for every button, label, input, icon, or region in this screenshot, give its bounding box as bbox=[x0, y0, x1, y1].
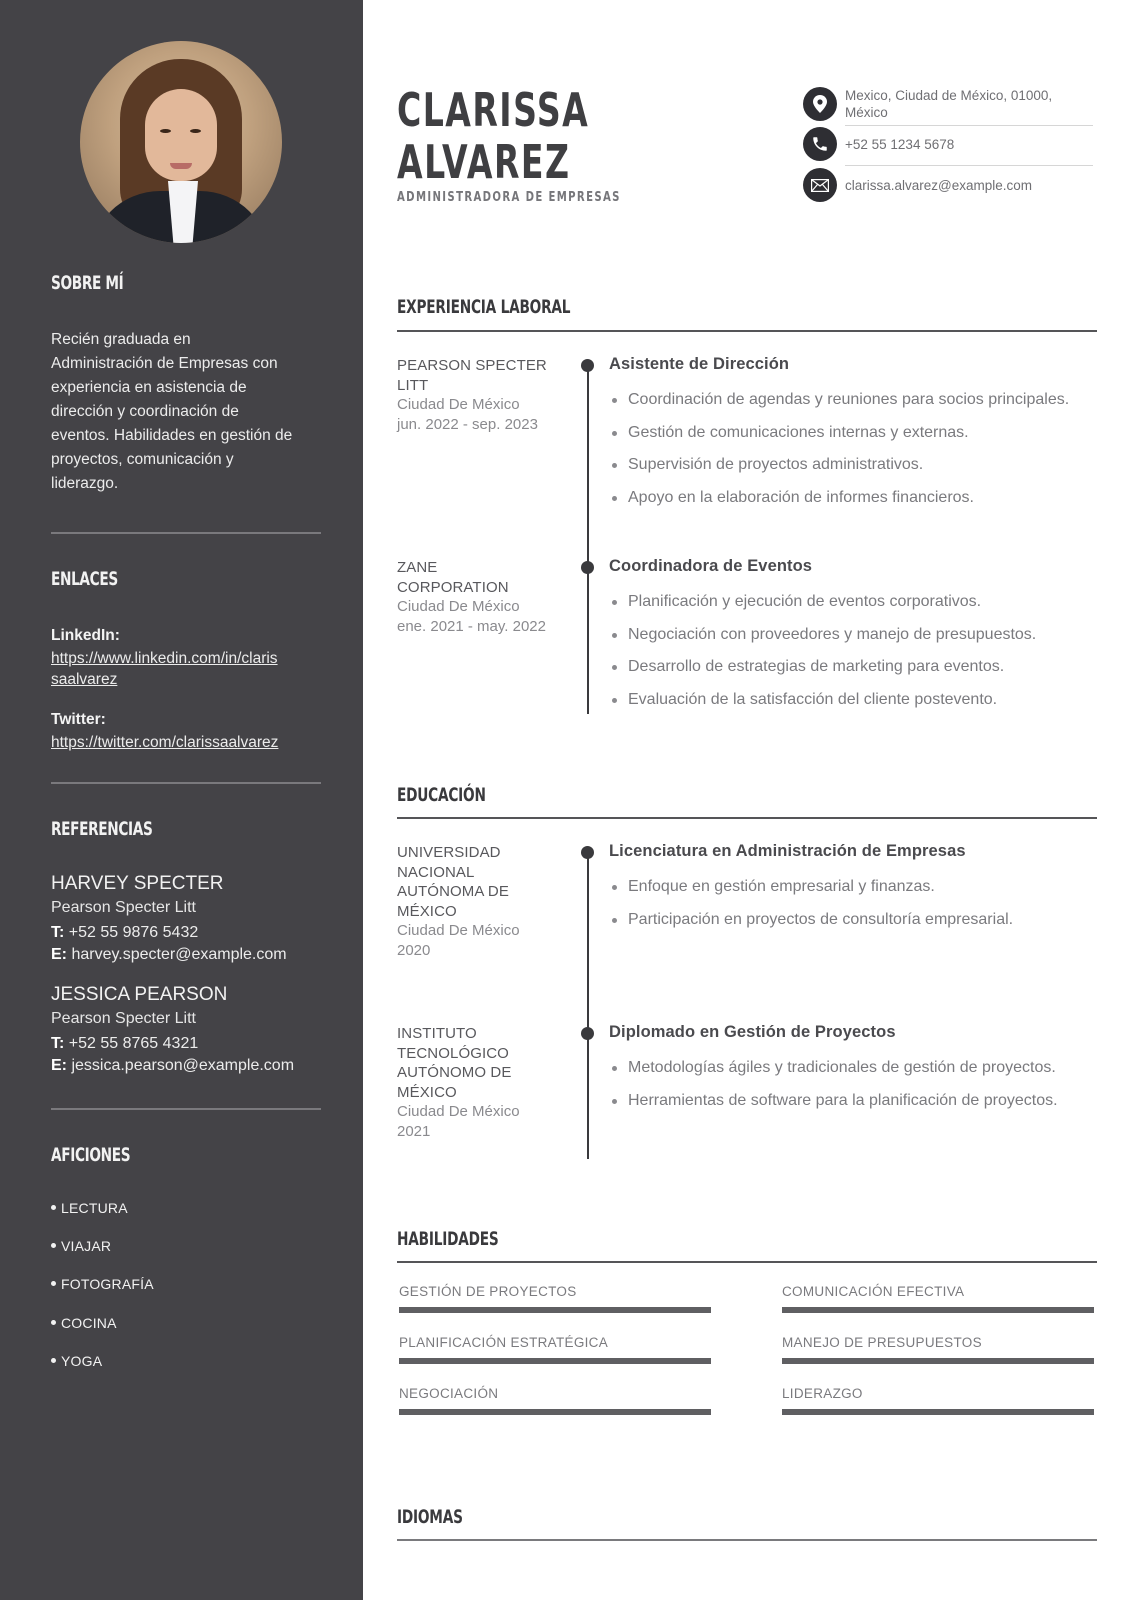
reference-email bbox=[51, 1055, 351, 1077]
section-divider bbox=[397, 1539, 1097, 1541]
org-name: MÉXICO bbox=[397, 1083, 457, 1101]
bullet-item: Planificación y ejecución de eventos corporativos. bbox=[609, 586, 1089, 619]
entry-bullets bbox=[609, 1052, 1089, 1117]
email-label: E: bbox=[51, 946, 67, 963]
bullet-item: Gestión de comunicaciones internas y externas. bbox=[609, 417, 1089, 450]
entry-title: Coordinadora de Eventos bbox=[609, 557, 813, 575]
about-line: dirección y coordinación de bbox=[51, 403, 239, 420]
experience-entry bbox=[609, 557, 1089, 716]
org-dates: 2020 bbox=[397, 941, 431, 959]
about-line: Recién graduada en bbox=[51, 331, 191, 348]
address bbox=[845, 87, 1095, 121]
address-line: México bbox=[845, 105, 888, 120]
section-divider bbox=[397, 817, 1097, 819]
bullet-item: Metodologías ágiles y tradicionales de gestión de proyectos. bbox=[609, 1052, 1089, 1085]
bullet-icon bbox=[51, 1281, 56, 1286]
hobby-label: COCINA bbox=[61, 1315, 117, 1331]
entry-title: Diplomado en Gestión de Proyectos bbox=[609, 1023, 896, 1041]
entry-title: Asistente de Dirección bbox=[609, 355, 790, 373]
phone-label: T: bbox=[51, 924, 65, 941]
bullet-item: Apoyo en la elaboración de informes financieros. bbox=[609, 482, 1089, 515]
entry-title: Licenciatura en Administración de Empresas bbox=[609, 842, 966, 860]
reference-item bbox=[51, 872, 341, 966]
timeline-dot-icon bbox=[581, 561, 594, 574]
timeline-dot-icon bbox=[581, 359, 594, 372]
linkedin-url-line[interactable]: saalvarez bbox=[51, 671, 118, 688]
timeline-dot-icon bbox=[581, 846, 594, 859]
twitter-link[interactable]: https://twitter.com/clarissaalvarez bbox=[51, 734, 279, 751]
skill-level-bar bbox=[782, 1409, 1094, 1415]
org-location: Ciudad De México bbox=[397, 1103, 520, 1120]
photo-eye-shape bbox=[160, 129, 171, 133]
about-line: experiencia en asistencia de bbox=[51, 379, 247, 396]
hobby-label: VIAJAR bbox=[61, 1238, 112, 1254]
reference-phone bbox=[51, 922, 341, 944]
hobby-item bbox=[51, 1238, 111, 1254]
skill-label: PLANIFICACIÓN ESTRATÉGICA bbox=[399, 1335, 609, 1350]
bullet-item: Enfoque en gestión empresarial y finanzas. bbox=[609, 871, 1089, 904]
divider bbox=[845, 165, 1093, 166]
hobby-label: YOGA bbox=[61, 1353, 103, 1369]
references-heading: REFERENCIAS bbox=[51, 818, 153, 840]
skill-label: COMUNICACIÓN EFECTIVA bbox=[782, 1284, 965, 1299]
skill-label: GESTIÓN DE PROYECTOS bbox=[399, 1284, 577, 1299]
skill-level-bar bbox=[399, 1358, 711, 1364]
skill-label: LIDERAZGO bbox=[782, 1386, 863, 1401]
timeline-line bbox=[587, 853, 589, 1159]
last-name: ALVAREZ bbox=[397, 135, 571, 189]
linkedin-label: LinkedIn: bbox=[51, 627, 120, 644]
timeline-line bbox=[587, 366, 589, 714]
org-name: NACIONAL bbox=[397, 863, 475, 881]
bullet-item: Coordinación de agendas y reuniones para socios principales. bbox=[609, 384, 1089, 417]
education-entry bbox=[609, 842, 1089, 936]
experience-org bbox=[397, 356, 557, 434]
skill-item bbox=[782, 1386, 1094, 1401]
entry-bullets bbox=[609, 586, 1089, 716]
bullet-icon bbox=[51, 1243, 56, 1248]
linkedin-link[interactable] bbox=[51, 648, 316, 690]
phone-icon bbox=[803, 127, 837, 161]
skill-item bbox=[399, 1284, 711, 1299]
about-line: Administración de Empresas con bbox=[51, 355, 278, 372]
education-org bbox=[397, 843, 557, 960]
hobby-item bbox=[51, 1315, 117, 1331]
divider bbox=[51, 782, 321, 784]
full-name bbox=[397, 84, 589, 188]
hobby-label: FOTOGRAFÍA bbox=[61, 1276, 154, 1292]
bullet-icon bbox=[51, 1358, 56, 1363]
twitter-label: Twitter: bbox=[51, 711, 106, 728]
about-line: proyectos, comunicación y bbox=[51, 451, 234, 468]
profile-photo bbox=[80, 41, 282, 243]
photo-mouth-shape bbox=[170, 163, 192, 169]
skill-item bbox=[782, 1335, 1094, 1350]
languages-heading: IDIOMAS bbox=[397, 1506, 463, 1528]
reference-company: Pearson Specter Litt bbox=[51, 1010, 196, 1027]
org-name: LITT bbox=[397, 376, 429, 394]
skill-label: MANEJO DE PRESUPUESTOS bbox=[782, 1335, 982, 1350]
phone-value: +52 55 8765 4321 bbox=[68, 1035, 199, 1052]
bullet-icon bbox=[51, 1320, 56, 1325]
hobby-item bbox=[51, 1353, 102, 1369]
job-title: ADMINISTRADORA DE EMPRESAS bbox=[397, 189, 621, 205]
reference-name: JESSICA PEARSON bbox=[51, 984, 228, 1005]
contact-block bbox=[803, 87, 1093, 207]
divider bbox=[845, 125, 1093, 126]
photo-eye-shape bbox=[190, 129, 201, 133]
envelope-icon bbox=[803, 168, 837, 202]
skill-level-bar bbox=[782, 1358, 1094, 1364]
org-name: CORPORATION bbox=[397, 578, 509, 596]
entry-bullets bbox=[609, 384, 1089, 514]
email-value: harvey.specter@example.com bbox=[71, 946, 287, 963]
hobby-item bbox=[51, 1200, 128, 1216]
org-location: Ciudad De México bbox=[397, 922, 520, 939]
about-line: liderazgo. bbox=[51, 475, 119, 492]
org-location: Ciudad De México bbox=[397, 598, 520, 615]
links-heading: ENLACES bbox=[51, 568, 118, 590]
main-content bbox=[363, 0, 1130, 1600]
org-dates: 2021 bbox=[397, 1122, 431, 1140]
org-name: TECNOLÓGICO bbox=[397, 1044, 509, 1062]
skill-item bbox=[399, 1386, 711, 1401]
linkedin-url-line[interactable]: https://www.linkedin.com/in/claris bbox=[51, 650, 278, 667]
hobby-label: LECTURA bbox=[61, 1200, 128, 1216]
sidebar bbox=[0, 0, 363, 1600]
reference-phone bbox=[51, 1033, 351, 1055]
section-divider bbox=[397, 330, 1097, 332]
experience-heading: EXPERIENCIA LABORAL bbox=[397, 296, 571, 318]
divider bbox=[51, 532, 321, 534]
skills-heading: HABILIDADES bbox=[397, 1228, 499, 1250]
about-text bbox=[51, 328, 316, 496]
org-name: AUTÓNOMA DE bbox=[397, 883, 509, 900]
links-list bbox=[51, 624, 316, 753]
location-pin-icon bbox=[803, 87, 837, 121]
org-name: AUTÓNOMO DE bbox=[397, 1064, 512, 1081]
experience-entry bbox=[609, 355, 1089, 514]
entry-bullets bbox=[609, 871, 1089, 936]
about-heading: SOBRE MÍ bbox=[51, 272, 124, 294]
skill-level-bar bbox=[782, 1307, 1094, 1313]
reference-item bbox=[51, 983, 351, 1077]
reference-company: Pearson Specter Litt bbox=[51, 899, 196, 916]
divider bbox=[51, 1108, 321, 1110]
bullet-item: Herramientas de software para la planificación de proyectos. bbox=[609, 1085, 1089, 1118]
experience-org bbox=[397, 558, 557, 636]
org-name: UNIVERSIDAD bbox=[397, 844, 501, 861]
reference-email bbox=[51, 944, 341, 966]
hobby-item bbox=[51, 1276, 154, 1292]
phone-label: T: bbox=[51, 1035, 65, 1052]
education-entry bbox=[609, 1023, 1089, 1117]
first-name: CLARISSA bbox=[397, 83, 590, 137]
org-location: Ciudad De México bbox=[397, 396, 520, 413]
org-dates: ene. 2021 - may. 2022 bbox=[397, 617, 546, 635]
bullet-item: Participación en proyectos de consultoría empresarial. bbox=[609, 904, 1089, 937]
skill-level-bar bbox=[399, 1409, 711, 1415]
skill-item bbox=[782, 1284, 1094, 1299]
reference-name: HARVEY SPECTER bbox=[51, 873, 224, 894]
education-heading: EDUCACIÓN bbox=[397, 784, 486, 806]
skill-label: NEGOCIACIÓN bbox=[399, 1386, 499, 1401]
skill-item bbox=[399, 1335, 711, 1350]
email-label: E: bbox=[51, 1057, 67, 1074]
bullet-item: Negociación con proveedores y manejo de presupuestos. bbox=[609, 619, 1089, 652]
hobbies-heading: AFICIONES bbox=[51, 1144, 131, 1166]
bullet-item: Evaluación de la satisfacción del cliente postevento. bbox=[609, 684, 1089, 717]
section-divider bbox=[397, 1261, 1097, 1263]
phone-value: +52 55 9876 5432 bbox=[68, 924, 199, 941]
address-line: Mexico, Ciudad de México, 01000, bbox=[845, 88, 1053, 103]
phone: +52 55 1234 5678 bbox=[845, 137, 955, 152]
email[interactable]: clarissa.alvarez@example.com bbox=[845, 178, 1033, 193]
timeline-dot-icon bbox=[581, 1027, 594, 1040]
email-value: jessica.pearson@example.com bbox=[71, 1057, 295, 1074]
org-name: MÉXICO bbox=[397, 902, 457, 920]
org-name: PEARSON SPECTER bbox=[397, 357, 547, 374]
org-name: ZANE bbox=[397, 559, 438, 576]
bullet-icon bbox=[51, 1205, 56, 1210]
org-name: INSTITUTO bbox=[397, 1025, 477, 1042]
about-line: eventos. Habilidades en gestión de bbox=[51, 427, 293, 444]
education-org bbox=[397, 1024, 557, 1141]
bullet-item: Desarrollo de estrategias de marketing para eventos. bbox=[609, 651, 1089, 684]
bullet-item: Supervisión de proyectos administrativos. bbox=[609, 449, 1089, 482]
skill-level-bar bbox=[399, 1307, 711, 1313]
org-dates: jun. 2022 - sep. 2023 bbox=[397, 415, 538, 433]
